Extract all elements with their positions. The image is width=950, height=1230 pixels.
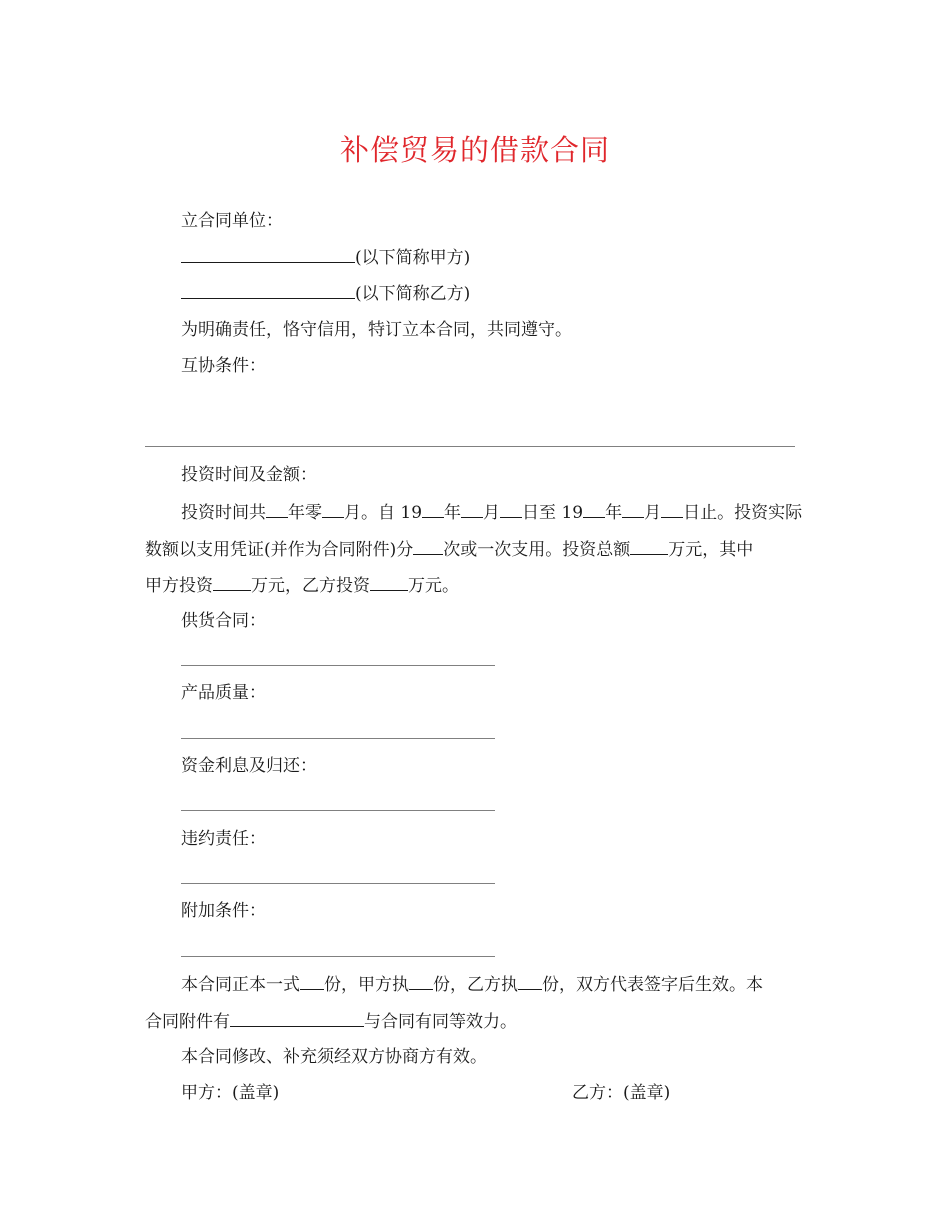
- mutual-terms-label: 互协条件：: [181, 356, 266, 376]
- start-year-blank: [422, 502, 444, 518]
- party-b-suffix: (以下简称乙方): [355, 284, 471, 304]
- start-month-blank: [461, 502, 483, 518]
- additional-terms-blank: [181, 956, 495, 957]
- funds-interest-blank: [181, 810, 495, 811]
- investment-text: 万元，其中: [668, 540, 754, 560]
- investment-heading: 投资时间及金额：: [181, 465, 317, 485]
- signature-party-b: 乙方：(盖章): [572, 1083, 671, 1103]
- investment-text: 年零: [288, 503, 322, 523]
- months-blank: [322, 502, 344, 518]
- document-title: 补偿贸易的借款合同: [339, 133, 610, 167]
- investment-text: 次或一次支用。投资总额: [443, 540, 631, 560]
- investment-text: 甲方投资: [145, 576, 213, 596]
- party-a-suffix: (以下简称甲方): [355, 248, 471, 268]
- investment-line-3: [145, 575, 459, 596]
- parties-label: 立合同单位：: [181, 211, 283, 231]
- product-quality-blank: [181, 738, 495, 739]
- investment-line-2: [145, 539, 753, 560]
- investment-text: 年: [444, 503, 462, 523]
- investment-text: 月。自 19: [344, 503, 423, 523]
- copies-text: 份，乙方执: [433, 975, 518, 995]
- party-a-line: [181, 247, 470, 268]
- end-day-blank: [661, 502, 683, 518]
- breach-blank: [181, 883, 495, 884]
- years-blank: [266, 502, 288, 518]
- start-day-blank: [500, 502, 522, 518]
- section-divider: [145, 446, 795, 447]
- investment-text: 日止。投资实际: [683, 503, 803, 523]
- copies-a-blank: [409, 974, 433, 990]
- investment-text: 日至 19: [522, 503, 584, 523]
- copies-line-2: [145, 1011, 517, 1032]
- investment-text: 万元。: [408, 576, 459, 596]
- copies-text: 与合同有同等效力。: [364, 1012, 517, 1032]
- end-year-blank: [583, 502, 605, 518]
- investment-text: 月: [644, 503, 662, 523]
- party-a-amount-blank: [213, 575, 251, 591]
- breach-label: 违约责任：: [181, 829, 266, 849]
- investment-text: 年: [605, 503, 623, 523]
- product-quality-label: 产品质量：: [181, 683, 266, 703]
- signature-party-a: 甲方：(盖章): [181, 1083, 280, 1103]
- copies-b-blank: [518, 974, 542, 990]
- copies-line-1: [181, 974, 763, 995]
- preamble: 为明确责任，恪守信用，特订立本合同，共同遵守。: [181, 320, 572, 340]
- amendment-text: 本合同修改、补充须经双方协商方有效。: [181, 1047, 487, 1067]
- total-amount-blank: [630, 539, 668, 555]
- investment-text: 数额以支用凭证(并作为合同附件)分: [145, 540, 414, 560]
- copies-text: 本合同正本一式: [181, 975, 300, 995]
- attachments-blank: [230, 1011, 364, 1027]
- end-month-blank: [622, 502, 644, 518]
- copies-total-blank: [300, 974, 324, 990]
- investment-text: 投资时间共: [181, 503, 266, 523]
- investment-line-1: [181, 502, 802, 523]
- investment-text: 月: [483, 503, 501, 523]
- investment-text: 万元，乙方投资: [251, 576, 370, 596]
- party-b-amount-blank: [370, 575, 408, 591]
- party-a-blank: [181, 247, 355, 263]
- supply-contract-blank: [181, 665, 495, 666]
- supply-contract-label: 供货合同：: [181, 611, 266, 631]
- installments-blank: [413, 539, 443, 555]
- funds-interest-label: 资金利息及归还：: [181, 756, 317, 776]
- copies-text: 份，甲方执: [324, 975, 409, 995]
- party-b-blank: [181, 283, 355, 299]
- copies-text: 份，双方代表签字后生效。本: [542, 975, 763, 995]
- additional-terms-label: 附加条件：: [181, 901, 266, 921]
- copies-text: 合同附件有: [145, 1012, 230, 1032]
- party-b-line: [181, 283, 470, 304]
